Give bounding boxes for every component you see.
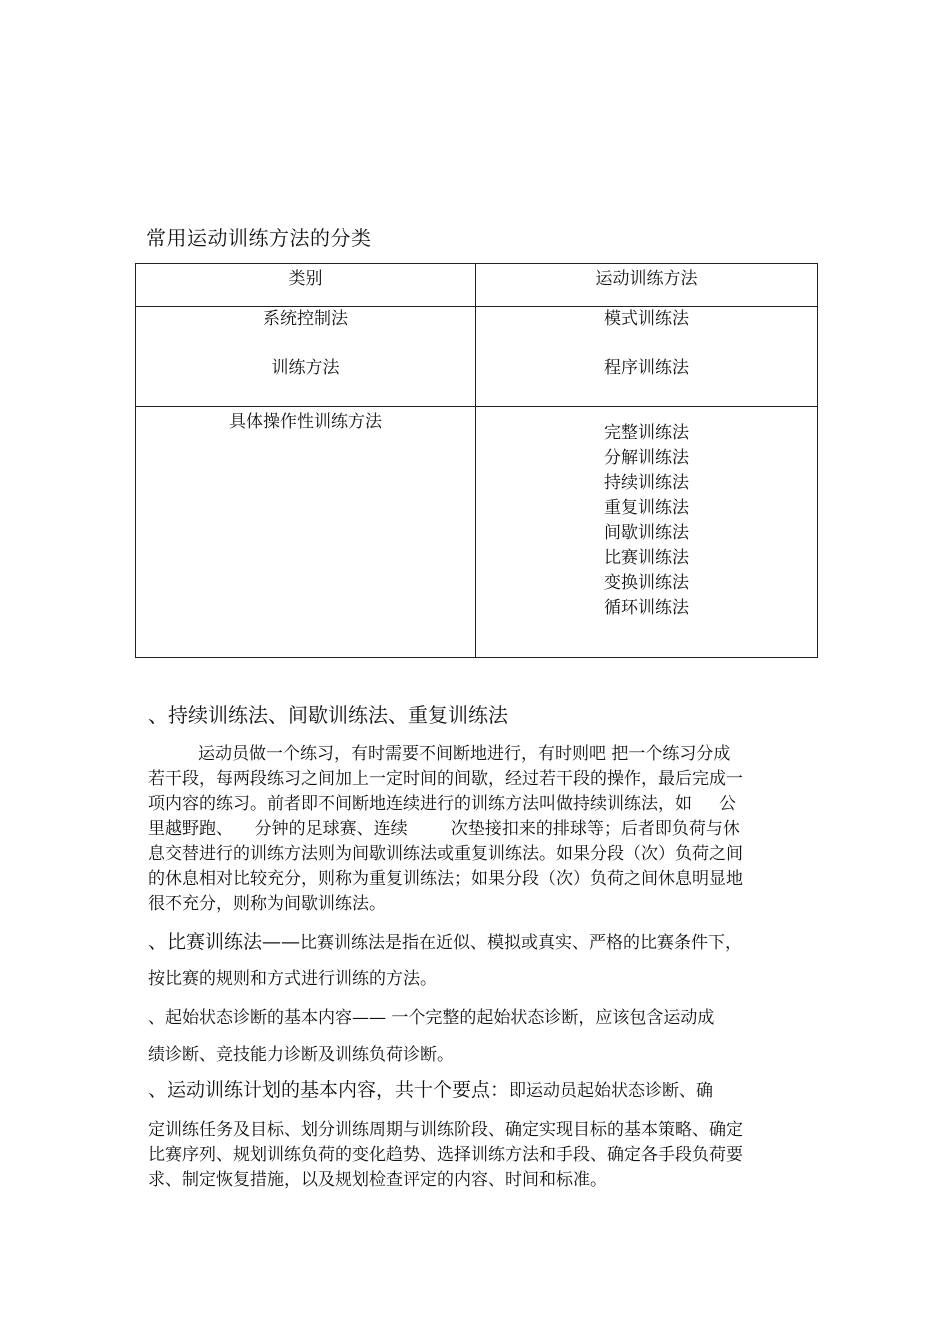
paragraph-line: 息交替进行的训练方法则为间歇训练法或重复训练法。如果分段（次）负荷之间 (148, 844, 743, 864)
section-text: 按比赛的规则和方式进行训练的方法。 (148, 969, 437, 989)
section-heading: 、持续训练法、间歇训练法、重复训练法 (148, 703, 508, 727)
section-paragraph (148, 1118, 813, 1193)
paragraph-line: 定训练任务及目标、划分训练周期与训练阶段、确定实现目标的基本策略、确定 (148, 1120, 743, 1140)
section-term: 、运动训练计划的基本内容，共十个要点： (148, 1079, 510, 1101)
method-line: 间歇训练法 (604, 523, 689, 543)
section-term: 、起始状态诊断的基本内容—— (148, 1008, 386, 1028)
method-line: 循环训练法 (604, 598, 689, 618)
section-plan (148, 1078, 813, 1104)
methods-cell (476, 307, 818, 407)
section-text: 即运动员起始状态诊断、确 (509, 1081, 714, 1101)
section-text: 比赛训练法是指在近似、模拟或真实、严格的比赛条件下， (300, 933, 743, 953)
classification-table (135, 263, 818, 658)
paragraph-line: 比赛序列、规划训练负荷的变化趋势、选择训练方法和手段、确定各手段负荷要 (148, 1145, 743, 1165)
paragraph-line: 若干段，每两段练习之间加上一定时间的间歇，经过若干段的操作，最后完成一 (148, 769, 743, 789)
table-row (136, 307, 818, 407)
method-line: 程序训练法 (604, 358, 689, 378)
category-cell: 具体操作性训练方法 (136, 407, 476, 658)
method-line: 完整训练法 (604, 423, 689, 443)
section-text: 一个完整的起始状态诊断，应该包含运动成 (386, 1008, 715, 1028)
paragraph-line: 运动员做一个练习，有时需要不间断地进行，有时则吧 把一个练习分成 (198, 744, 731, 764)
methods-cell (476, 407, 818, 658)
paragraph-line: 项内容的练习。前者即不间断地连续进行的训练方法叫做持续训练法，如 公 (148, 794, 737, 814)
paragraph-line: 的休息相对比较充分，则称为重复训练法；如果分段（次）负荷之间休息明显地 (148, 869, 743, 889)
header-category: 类别 (136, 264, 476, 307)
method-line: 模式训练法 (604, 309, 689, 329)
category-cell (136, 307, 476, 407)
method-line: 比赛训练法 (604, 548, 689, 568)
section-paragraph (148, 742, 813, 917)
paragraph-line: 很不充分，则称为间歇训练法。 (148, 894, 386, 914)
method-line: 持续训练法 (604, 473, 689, 493)
section-competition (148, 930, 813, 956)
table-row (136, 407, 818, 658)
category-line: 训练方法 (271, 358, 340, 378)
table-header-row (136, 264, 818, 307)
paragraph-line: 里越野跑、 分钟的足球赛、连续 次垫接扣来的排球等；后者即负荷与休 (148, 819, 740, 839)
section-term: 、比赛训练法—— (148, 931, 301, 953)
section-diagnosis (148, 1006, 813, 1031)
method-line: 变换训练法 (604, 573, 689, 593)
paragraph-line: 求、制定恢复措施，以及规划检查评定的内容、时间和标准。 (148, 1170, 607, 1190)
category-line: 系统控制法 (263, 309, 348, 329)
table-caption: 常用运动训练方法的分类 (146, 226, 372, 250)
header-methods: 运动训练方法 (476, 264, 818, 307)
section-text: 绩诊断、竞技能力诊断及训练负荷诊断。 (148, 1045, 454, 1065)
method-line: 重复训练法 (604, 498, 689, 518)
method-line: 分解训练法 (604, 448, 689, 468)
